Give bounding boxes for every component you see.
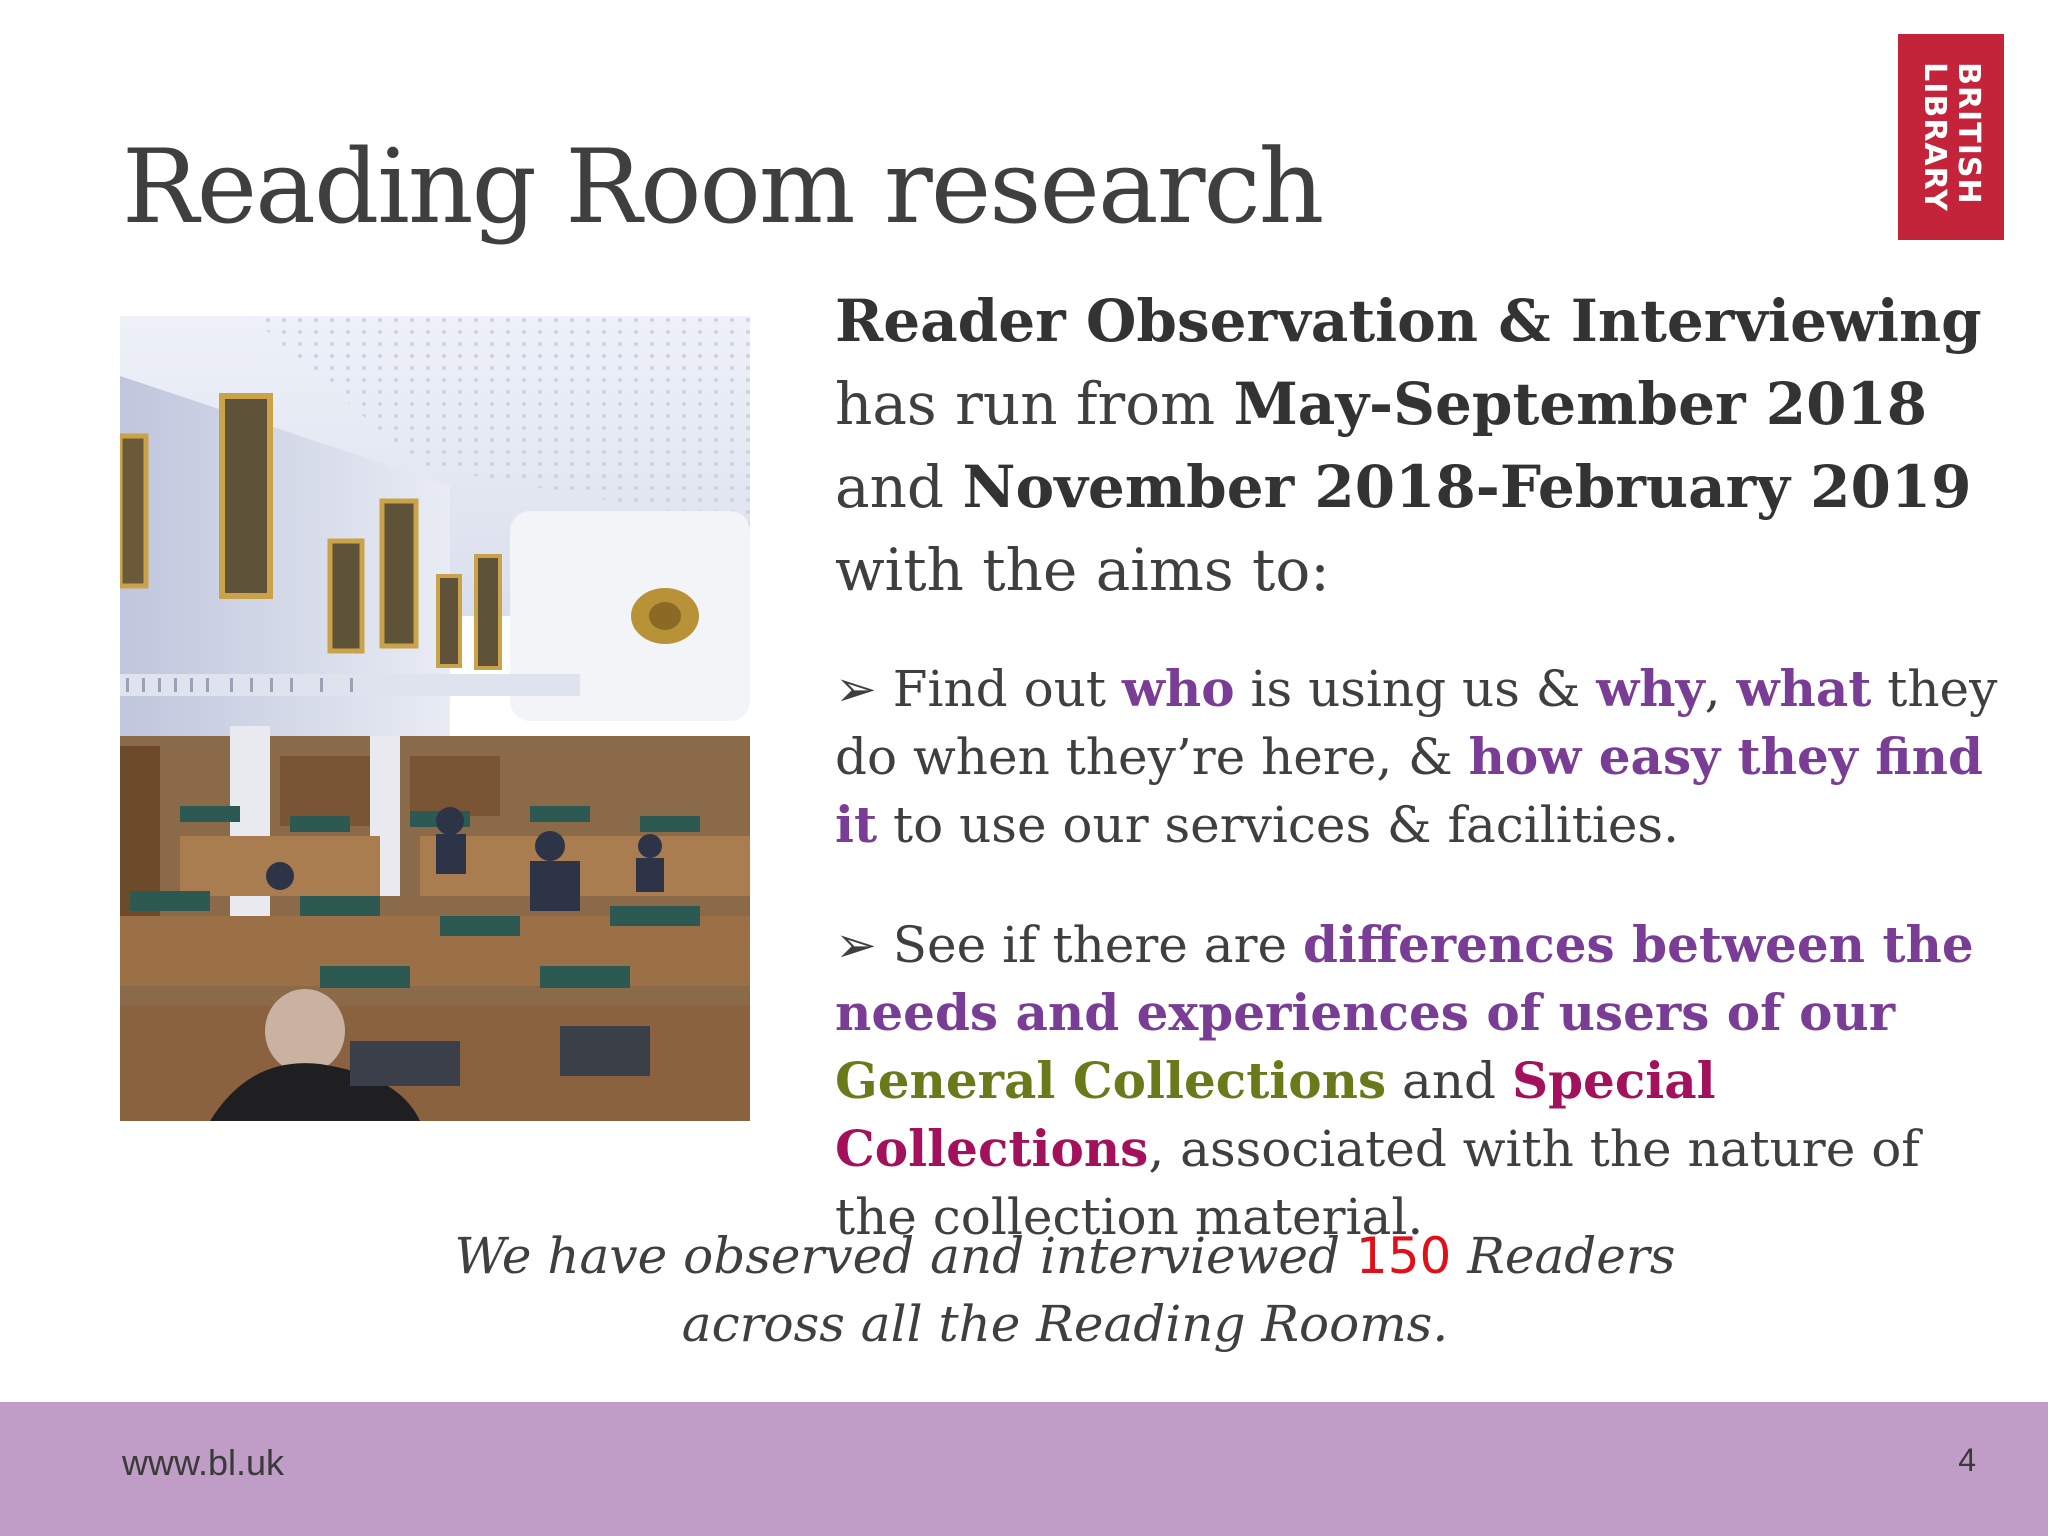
summary-line-2: across all the Reading Rooms. xyxy=(681,1295,1449,1353)
bullet-text: , xyxy=(1704,660,1737,718)
bullet-item-1 xyxy=(835,655,2005,859)
highlight-what: what xyxy=(1736,659,1872,718)
bullet-text: they do when they’re here, & xyxy=(835,660,1998,786)
summary-line-1 xyxy=(0,1222,2048,1290)
intro-text: with the aims to: xyxy=(835,536,1330,604)
arrow-bullet-icon: ➢ xyxy=(835,660,877,718)
british-library-logo xyxy=(1898,34,2004,240)
intro-period-2: November 2018-February 2019 xyxy=(962,453,1972,521)
page-number: 4 xyxy=(1958,1442,1976,1478)
bullet-item-2 xyxy=(835,911,2005,1251)
highlight-how-easy: how easy they find it xyxy=(835,727,1983,854)
highlight-why: why xyxy=(1596,659,1705,718)
summary-text: Readers xyxy=(1451,1227,1676,1285)
summary-note xyxy=(0,1222,2048,1358)
reading-room-image xyxy=(120,316,750,1121)
bullet-text: Find out xyxy=(876,660,1122,718)
footer-url: www.bl.uk xyxy=(122,1442,285,1483)
body-text xyxy=(835,280,2005,1251)
bullet-text: is using us & xyxy=(1234,660,1597,718)
intro-text: and xyxy=(835,453,963,521)
slide-title: Reading Room research xyxy=(122,128,1323,247)
highlight-who: who xyxy=(1121,659,1235,718)
reading-room-photo xyxy=(120,316,750,1121)
intro-paragraph xyxy=(835,280,2005,612)
highlight-special-collections: Special Collections xyxy=(835,1051,1716,1178)
arrow-bullet-icon: ➢ xyxy=(835,916,877,974)
highlight-general-collections: General Collections xyxy=(835,1051,1387,1110)
reader-count: 150 xyxy=(1355,1227,1452,1285)
logo-text: BRITISH LIBRARY xyxy=(1917,62,1986,212)
footer-bar xyxy=(0,1402,2048,1536)
bullet-text: to use our services & facilities. xyxy=(877,796,1679,854)
bullet-text: and xyxy=(1386,1052,1512,1110)
intro-period-1: May-September 2018 xyxy=(1233,370,1928,438)
bullet-text: See if there are xyxy=(876,916,1303,974)
highlight-differences: differences between the needs and experiences of users of our xyxy=(835,915,1974,1042)
bullet-text: , associated with the nature of the collection material. xyxy=(835,1120,1920,1246)
intro-project-name: Reader Observation & Interviewing xyxy=(835,287,1982,355)
summary-text: We have observed and interviewed xyxy=(454,1227,1356,1285)
intro-text: has run from xyxy=(835,370,1234,438)
